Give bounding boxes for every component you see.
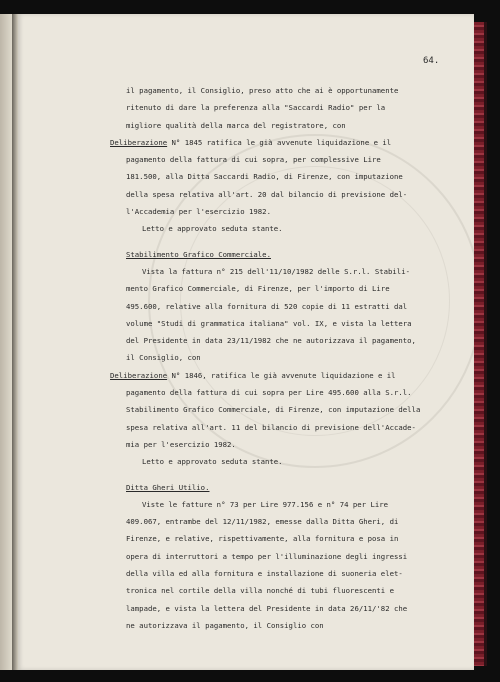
text-line: l'Accademia per l'esercizio 1982. (126, 207, 271, 217)
book-cover-edge (484, 22, 487, 666)
text-line: della spesa relativa all'art. 20 dal bilancio di previsione del- (126, 189, 408, 199)
section-heading-text: Stabilimento Grafico Commerciale. (126, 249, 271, 259)
text-line: Viste le fatture n° 73 per Lire 977.156 e n° 74 per Lire (142, 499, 389, 509)
deliberation-text: N° 1845 ratifica le già avvenute liquidazione e il (167, 137, 392, 147)
text-line: pagamento della fattura di cui sopra, per complessive Lire (126, 155, 381, 165)
text-line: tronica nel cortile della villa nonché di tubi fluorescenti e (126, 586, 394, 596)
text-line: mento Grafico Commerciale, di Firenze, per l'importo di Lire (126, 284, 390, 294)
approval-line: Letto e approvato seduta stante. (142, 224, 283, 234)
book-binding-edge (474, 22, 484, 666)
text-line: Stabilimento Grafico Commerciale, di Firenze, con imputazione della (126, 405, 421, 415)
deliberation-1846-line (110, 367, 456, 384)
deliberation-text: N° 1846, ratifica le già avvenute liquidazione e il (167, 370, 396, 380)
text-line: migliore qualità della marca del registratore, con (126, 120, 346, 130)
deliberation-label: Deliberazione (110, 137, 168, 147)
text-line: il Consiglio, con (126, 353, 201, 363)
text-line: spesa relativa all'art. 11 del bilancio di previsione dell'Accade- (126, 422, 416, 432)
text-line: del Presidente in data 23/11/1982 che ne autorizzava il pagamento, (126, 336, 416, 346)
text-line: opera di interruttori a tempo per l'illuminazione degli ingressi (126, 551, 408, 561)
section-heading-text: Ditta Gheri Utilio. (126, 482, 210, 492)
section-heading (126, 479, 456, 496)
text-line: Firenze, e relative, rispettivamente, alla fornitura e posa in (126, 534, 399, 544)
text-line: Vista la fattura n° 215 dell'11/10/1982 delle S.r.l. Stabili- (142, 266, 410, 276)
deliberation-1845-line (110, 134, 456, 151)
page-number: 64. (423, 56, 440, 66)
text-line: pagamento della fattura di cui sopra per Lire 495.600 alla S.r.l. (126, 388, 412, 398)
deliberation-label: Deliberazione (110, 370, 168, 380)
approval-line: Letto e approvato seduta stante. (142, 457, 283, 467)
document-text (110, 82, 456, 634)
text-line: 181.500, alla Ditta Saccardi Radio, di Firenze, con imputazione (126, 172, 403, 182)
facing-page-edge (0, 14, 12, 670)
text-line: volume "Studi di grammatica italiana" vol. IX, e vista la lettera (126, 318, 412, 328)
text-line: della villa ed alla fornitura e installazione di suoneria elet- (126, 569, 403, 579)
text-line: 409.067, entrambe del 12/11/1982, emesse dalla Ditta Gheri, di (126, 517, 399, 527)
text-line: il pagamento, il Consiglio, preso atto che ai è opportunamente (126, 86, 399, 95)
text-line: lampade, e vista la lettera del Presidente in data 26/11/'82 che (126, 603, 408, 613)
text-line: ne autorizzava il pagamento, il Consiglio con (126, 620, 324, 630)
document-page (18, 14, 474, 670)
text-line: mia per l'esercizio 1982. (126, 439, 236, 449)
text-line: ritenuto di dare la preferenza alla "Saccardi Radio" per la (126, 103, 386, 113)
text-line: 495.600, relative alla fornitura di 520 copie di 11 estratti dal (126, 301, 408, 311)
section-heading (126, 246, 456, 263)
